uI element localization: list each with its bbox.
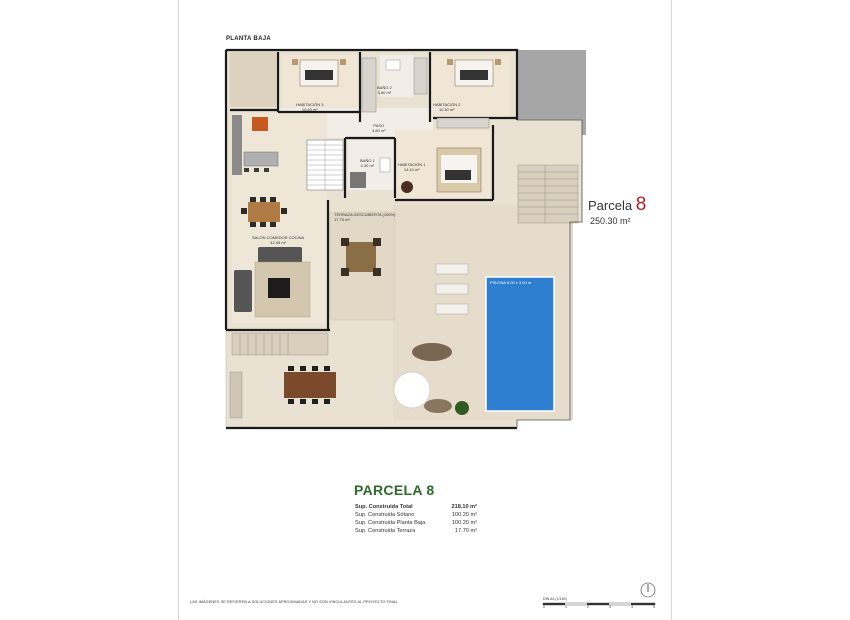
parcel-area: 250.30 m² bbox=[590, 216, 631, 226]
room-label-bedroom-2: HABITACIÓN 2 11.30 m² bbox=[433, 102, 461, 112]
summary-row: Sup. Construida Planta Baja 100.20 m² bbox=[355, 520, 477, 526]
stairs-interior bbox=[307, 140, 343, 190]
toilet-bath-1 bbox=[380, 158, 390, 172]
room-label-bath-2: BAÑO 2 3.60 m² bbox=[377, 85, 392, 95]
room-label-pool: PISCINA 6.00 x 3.00 m bbox=[490, 280, 532, 285]
plan-title: PLANTA BAJA bbox=[226, 36, 271, 42]
room-label-bath-1: BAÑO 1 4.30 m² bbox=[360, 158, 375, 168]
kitchen-island bbox=[244, 152, 278, 166]
room-label-terrace: TERRAZA DESCUBIERTA (100%) 17.70 m² bbox=[334, 212, 396, 222]
fireplace bbox=[252, 117, 268, 131]
room-label-living: SALÓN COMEDOR COCINA 42.45 m² bbox=[252, 235, 305, 245]
stairs-exterior bbox=[518, 165, 578, 223]
summary-row: Sup. Construida Sótano 100.20 m² bbox=[355, 512, 477, 518]
scale-label: DIN A3 (1/150) bbox=[543, 597, 567, 601]
kitchen-counter bbox=[232, 115, 242, 175]
north-arrow-icon bbox=[641, 583, 655, 597]
bed-bedroom-3 bbox=[292, 59, 346, 86]
swimming-pool bbox=[486, 277, 554, 411]
wardrobe-1 bbox=[362, 58, 376, 112]
summary-row: Sup. Construida Terraza 17.70 m² bbox=[355, 528, 477, 534]
summary-title: PARCELA 8 bbox=[354, 482, 435, 498]
patio-top-left bbox=[230, 52, 276, 107]
room-label-bedroom-1: HABITACIÓN 1 14.10 m² bbox=[398, 162, 426, 172]
wardrobe-3 bbox=[437, 118, 489, 128]
area-summary-table bbox=[355, 503, 477, 535]
bar-stools bbox=[244, 168, 269, 172]
summary-row: Sup. Construida Total 218.10 m² bbox=[355, 504, 477, 510]
stairs-lower bbox=[232, 333, 328, 355]
dining-table bbox=[248, 202, 280, 222]
parcel-label: Parcela 8 bbox=[588, 194, 647, 215]
terrace-table bbox=[341, 238, 381, 276]
wardrobe-2 bbox=[414, 58, 427, 94]
parcel-number: 8 bbox=[635, 194, 647, 215]
bed-bedroom-2 bbox=[447, 59, 501, 86]
shower-bath-1 bbox=[350, 172, 366, 188]
sink-bath-2 bbox=[386, 60, 400, 70]
room-label-bedroom-3: HABITACIÓN 3 10.60 m² bbox=[296, 102, 324, 112]
disclaimer: LAS IMÁGENES SE REFIEREN A SOLUCIONES APROXIMADAS Y NO SON VINCULANTES AL PROYECTO FINAL bbox=[190, 600, 398, 604]
outdoor-kitchen bbox=[230, 372, 242, 418]
sun-loungers bbox=[436, 264, 468, 314]
scale-ticks: 0 1 2 3 4 5 bbox=[543, 605, 655, 609]
room-label-hallway: PASO 3.80 m² bbox=[372, 123, 386, 133]
